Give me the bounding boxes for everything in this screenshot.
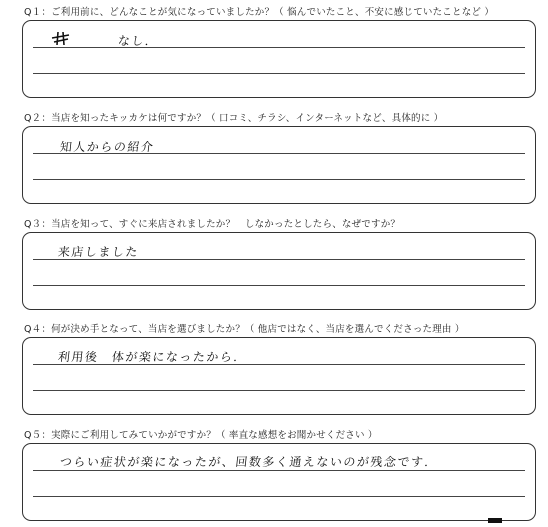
ruled-line xyxy=(33,470,525,471)
question-3-label: Q３：当店を知って、すぐに来店されましたか？ しなかったとしたら、なぜですか？ xyxy=(24,219,401,230)
ruled-line xyxy=(33,390,525,391)
answer-box-1 xyxy=(22,20,536,98)
question-5-label: Q５：実際にご利用してみていかがですか？（ 率直な感想をお聞かせください ） xyxy=(24,430,378,441)
ruled-line xyxy=(33,285,525,286)
question-1-label: Q１：ご利用前に、どんなことが気になっていましたか？（ 悩んでいたこと、不安に感じていたことなど ） xyxy=(24,7,495,18)
ruled-line xyxy=(33,496,525,497)
ruled-line xyxy=(33,179,525,180)
answer-4-text: 利用後 体が楽になったから. xyxy=(57,350,240,364)
answer-1-text: なし. xyxy=(117,34,152,48)
corner-mark xyxy=(488,518,502,523)
crossed-out-scribble xyxy=(50,30,72,46)
answer-2-text: 知人からの紹介 xyxy=(59,140,156,154)
ruled-line xyxy=(33,47,525,48)
question-2-label: Q２：当店を知ったキッカケは何ですか？（ 口コミ、チラシ、インターネットなど、具体的に ） xyxy=(24,113,444,124)
answer-3-text: 来店しました xyxy=(57,245,140,259)
ruled-line xyxy=(33,73,525,74)
answer-5-text: つらい症状が楽になったが、回数多く通えないのが残念です. xyxy=(59,455,431,469)
question-4-label: Q４：何が決め手となって、当店を選びましたか？（ 他店ではなく、当店を選んでくださった理由 ） xyxy=(24,324,465,335)
